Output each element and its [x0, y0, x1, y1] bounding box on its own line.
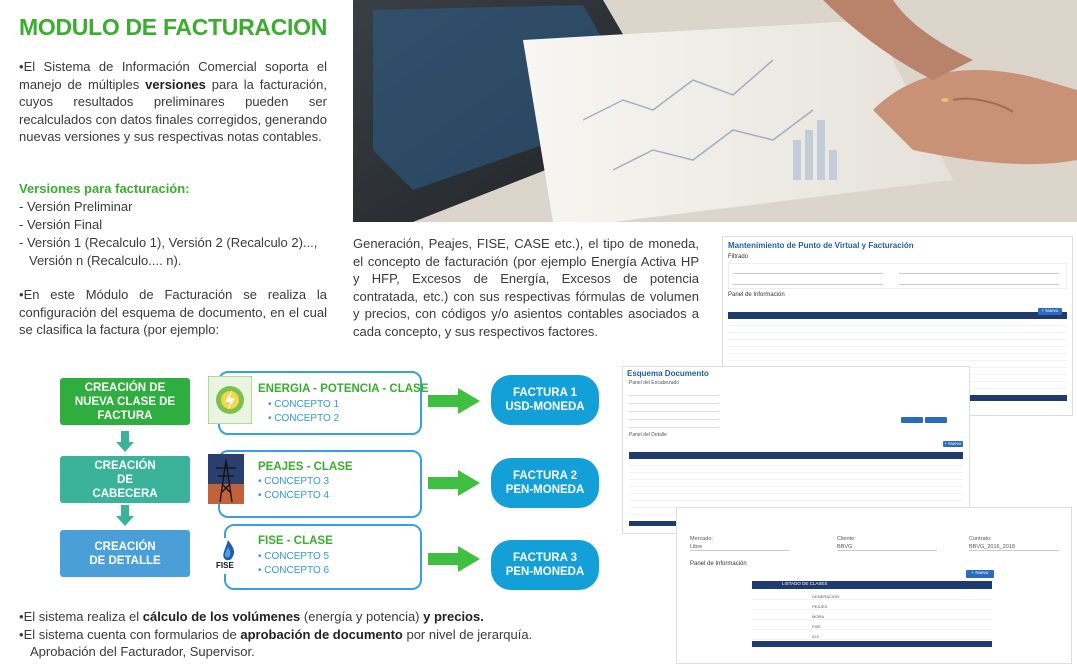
class-title: ENERGIA - POTENCIA - CLASE: [258, 383, 429, 395]
screen-punto-virtual: Mantenimiento de Punto de Virtual y Facturación Filtrado Panel de Información + Nuevo: [722, 236, 1073, 416]
transmission-tower-icon: [208, 454, 244, 504]
arrow-down-icon: [115, 431, 135, 453]
step-new-invoice-class: CREACIÓN DE NUEVA CLASE DE FACTURA: [60, 378, 190, 425]
invoice-pill: FACTURA 2 PEN-MONEDA: [491, 458, 599, 508]
config-paragraph-cont: Generación, Peajes, FISE, CASE etc.), el tipo de moneda, el concepto de facturación (por ejemplo Energía Activa HP y HFP, Excesos de Energía, Excesos de potencia contratada, etc.) con sus respectivas fórmulas de volumen y precios, con códigos y/o asientos contables asociados a cada concepto, y sus respectivos factores.: [353, 236, 699, 339]
concept-item: • CONCEPTO 4: [258, 490, 330, 501]
step-detail: CREACIÓN DE DETALLE: [60, 530, 190, 577]
concept-item: • CONCEPTO 6: [258, 565, 330, 576]
energy-icon: [208, 376, 252, 424]
concept-item: • CONCEPTO 1: [268, 399, 340, 410]
new-button[interactable]: + Nuevo: [944, 441, 962, 446]
bottom-line-1: • El sistema realiza el cálculo de los volúmenes (energía y potencia) y precios.: [19, 608, 484, 626]
hero-photo: [353, 0, 1077, 222]
version-item: - Versión Final: [19, 217, 103, 232]
concept-item: • CONCEPTO 2: [268, 413, 340, 424]
concept-item: • CONCEPTO 3: [258, 476, 330, 487]
arrow-down-icon: [115, 505, 135, 527]
invoice-pill: FACTURA 1 USD-MONEDA: [491, 375, 599, 425]
screen-esquema-documento: Esquema Documento Panel del Encabezado Panel del Detalle + Nuevo: [622, 366, 970, 534]
concept-item: • CONCEPTO 5: [258, 551, 330, 562]
bottom-line-2: • El sistema cuenta con formularios de aprobación de documento por nivel de jerarquía.: [19, 626, 532, 644]
arrow-right-icon: [428, 470, 480, 501]
class-title: PEAJES - CLASE: [258, 461, 353, 473]
class-title: FISE - CLASE: [258, 535, 333, 547]
fise-logo-text: FISE: [216, 561, 234, 570]
versions-heading: Versiones para facturación:: [19, 181, 190, 196]
config-paragraph: • En este Módulo de Facturación se realiza la configuración del esquema de documento, en el cual se clasifica la factura (por ejemplo:: [19, 286, 327, 339]
invoice-pill: FACTURA 3 PEN-MONEDA: [491, 540, 599, 590]
new-button[interactable]: + Nuevo: [1038, 308, 1062, 315]
screen-clases: Mercado: Cliente: Contrato: Libre BBVG BBVG_2016_2018 Panel de Información + Nuevo LISTADO DE CLASES GENERACION PEAJES MORA FISE IGV: [676, 507, 1072, 664]
intro-paragraph: • El Sistema de Información Comercial soporta el manejo de múltiples versiones para la facturación, cuyos resultados preliminares pueden ser recalculados con datos finales corregidos, generando nuevas versiones y sus respectivas notas contables.: [19, 58, 327, 146]
versions-list: [19, 198, 329, 270]
version-item: - Versión 1 (Recalculo 1), Versión 2 (Recalculo 2)..., Versión n (Recalculo.... n).: [19, 235, 318, 268]
laptop-hands-illustration: [353, 0, 1077, 222]
step-header: CREACIÓN DE CABECERA: [60, 456, 190, 503]
arrow-right-icon: [428, 388, 480, 419]
arrow-right-icon: [428, 546, 480, 577]
page-title: MODULO DE FACTURACION: [19, 14, 328, 40]
version-item: - Versión Preliminar: [19, 199, 133, 214]
bottom-line-3: Aprobación del Facturador, Supervisor.: [30, 644, 255, 659]
new-button[interactable]: + Nuevo: [966, 570, 994, 578]
